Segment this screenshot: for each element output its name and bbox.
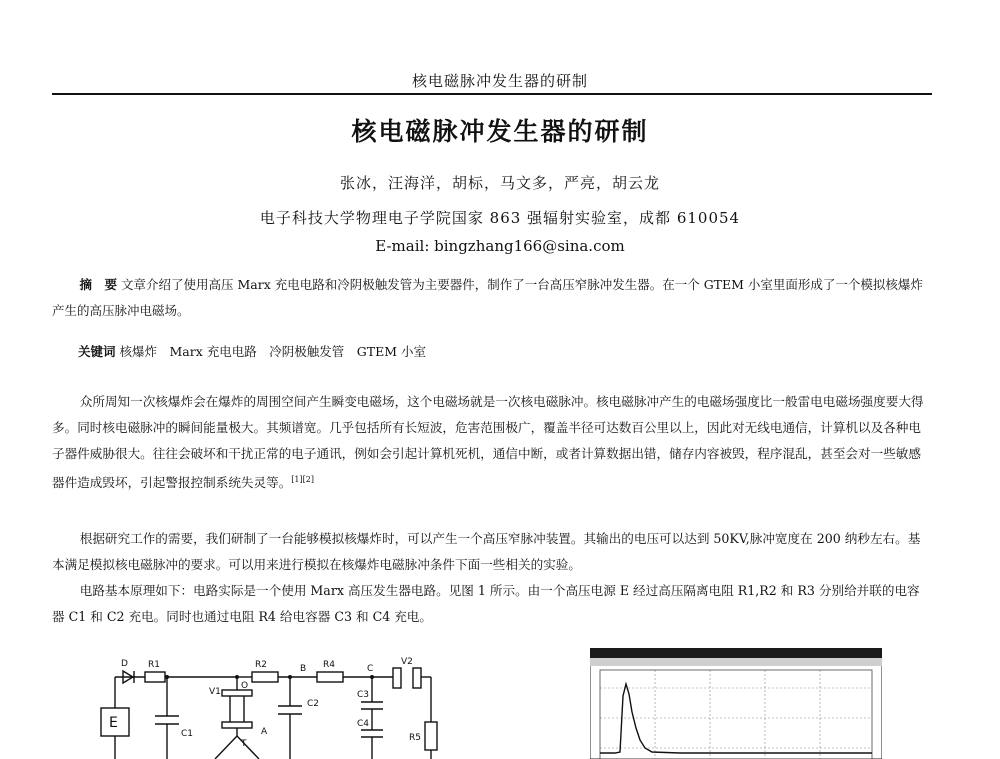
body-paragraph-2: 根据研究工作的需要，我们研制了一台能够模拟核爆炸时，可以产生一个高压窄脉冲装置。其输出的电压可以达到 50KV,脉冲宽度在 200 纳秒左右。基本满足模拟核电磁脉冲的要求。可以用来进行模拟在核爆炸电磁脉冲条件下面一些相关的实验。	[52, 531, 921, 572]
label-c4: C4	[357, 719, 370, 729]
keywords-text: 核爆炸 Marx 充电电路 冷阴极触发管 GTEM 小室	[119, 344, 426, 359]
body-paragraph-3: 电路基本原理如下：电路实际是一个使用 Marx 高压发生器电路。见图 1 所示。由一个高压电源 E 经过高压隔离电阻 R1,R2 和 R3 分别给并联的电容器 C1 和 C2 充电。同时也通过电阻 R4 给电容器 C3 和 C4 充电。	[52, 583, 920, 624]
marx-circuit-diagram	[95, 650, 445, 759]
label-a: A	[261, 727, 268, 737]
affiliation: 电子科技大学物理电子学院国家 863 强辐射实验室，成都 610054	[259, 209, 741, 227]
scope-menu-bar	[590, 648, 882, 658]
label-d: D	[121, 659, 128, 669]
label-o: O	[241, 681, 249, 691]
paper-title: 核电磁脉冲发生器的研制	[351, 117, 649, 146]
label-c1: C1	[181, 729, 194, 739]
keywords-label: 关键词	[78, 344, 116, 359]
abstract-text: 文章介绍了使用高压 Marx 充电电路和冷阴极触发管为主要器件，制作了一台高压窄脉冲发生器。在一个 GTEM 小室里面形成了一个模拟核爆炸产生的高压脉冲电磁场。	[52, 277, 923, 318]
citation: [1][2]	[291, 475, 314, 484]
body-paragraph-1	[52, 389, 932, 496]
label-r2: R2	[255, 660, 267, 670]
abstract	[52, 272, 932, 324]
label-c2: C2	[307, 699, 320, 709]
running-head: 核电磁脉冲发生器的研制	[411, 72, 588, 90]
label-v2: V2	[401, 657, 413, 667]
label-b: B	[300, 664, 307, 674]
label-c: C	[367, 664, 374, 674]
authors: 张冰，汪海洋，胡标，马文多，严亮，胡云龙	[339, 174, 660, 192]
keywords	[78, 339, 958, 365]
label-v1: V1	[209, 687, 221, 697]
abstract-label: 摘 要	[79, 277, 118, 292]
paragraph-1-text: 众所周知一次核爆炸会在爆炸的周围空间产生瞬变电磁场，这个电磁场就是一次核电磁脉冲。核电磁脉冲产生的电磁场强度比一般雷电电磁场强度要大得多。同时核电磁脉冲的瞬间能量极大。其频谱宽。几乎包括所有长短波，危害范围极广，覆盖半径可达数百公里以上，因此对无线电通信，计算机以及各种电子器件威胁很大。往往会破坏和干扰正常的电子通讯，例如会引起计算机死机，通信中断，或者计算数据出错，储存内容被毁，程序混乱，甚至会对一些敏感器件造成毁坏，引起警报控制系统失灵等。	[52, 394, 924, 491]
label-c3: C3	[357, 690, 370, 700]
header-rule	[52, 93, 932, 95]
label-r5: R5	[409, 733, 421, 743]
label-e: E	[109, 715, 118, 731]
label-r1: R1	[148, 660, 160, 670]
label-r4: R4	[323, 660, 335, 670]
email[interactable]: E-mail: bingzhang166@sina.com	[375, 237, 625, 255]
oscilloscope-waveform	[590, 648, 882, 759]
label-t: T	[241, 739, 247, 749]
